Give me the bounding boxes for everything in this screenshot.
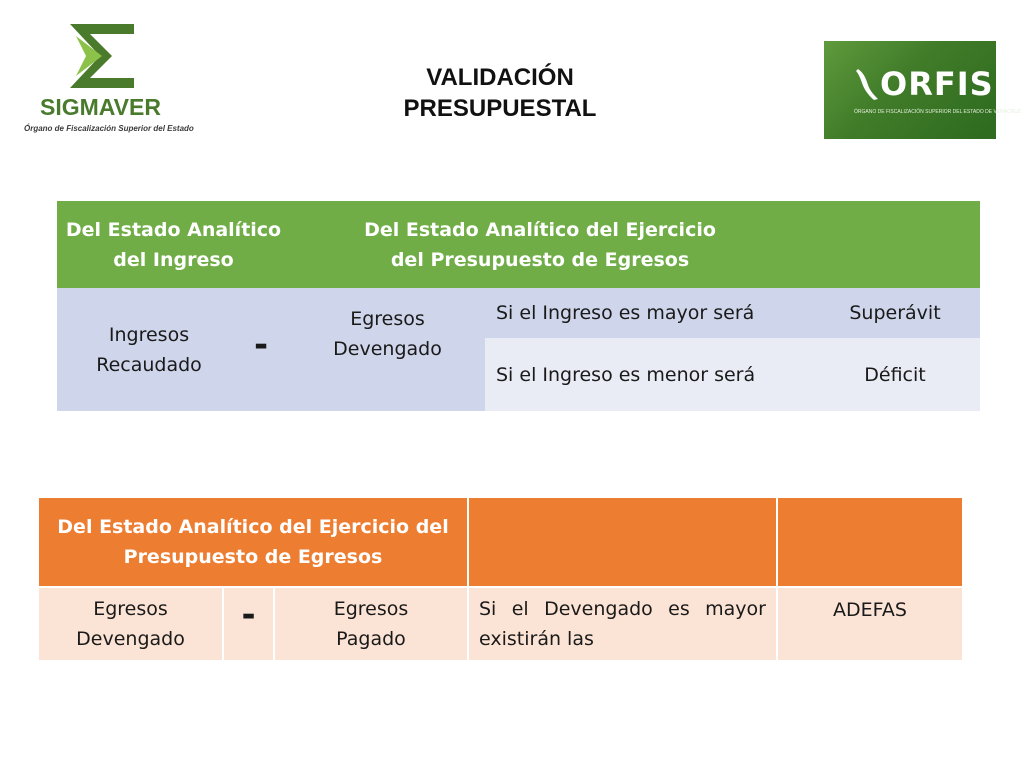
table2-condition-cell [469, 588, 776, 660]
orfis-logo [824, 41, 1021, 139]
table2-minus-operator: - [241, 595, 256, 635]
org-name: SIGMAVER [40, 94, 161, 120]
title-line-1: VALIDACIÓN [426, 64, 574, 91]
veracruz-map-icon [854, 67, 880, 101]
payables-validation-table [39, 498, 962, 660]
table2-header-blank-2 [778, 498, 962, 586]
table2-devengado-cell: Egresos Devengado [39, 588, 222, 660]
orfis-logo-text: ORFIS [880, 65, 994, 103]
org-subtitle: Órgano de Fiscalización Superior del Estado [24, 124, 194, 133]
table1-income-cell [57, 288, 290, 411]
table1-expenditure-label: Egresos Devengado [333, 308, 442, 360]
table1-condition-2: Si el Ingreso es menor será [485, 338, 810, 411]
table1-header-expenditure [290, 201, 980, 288]
table1-expenditure-cell [290, 288, 485, 411]
table1-result-2: Déficit [810, 338, 980, 411]
table2-result-cell [778, 588, 962, 660]
table1-income-label: Ingresos Recaudado [96, 323, 202, 376]
table2-result: ADEFAS [833, 599, 907, 621]
table2-pagado-cell: Egresos Pagado [275, 588, 467, 660]
table1-minus-operator: - [254, 324, 269, 365]
table2-header-blank-1 [469, 498, 776, 586]
sigmaver-logo-icon [62, 22, 142, 92]
table1-result-1: Superávit [810, 288, 980, 338]
page-title [360, 62, 640, 124]
table2-condition: Si el Devengado es mayor existirán las [479, 598, 766, 650]
title-line-2: PRESUPUESTAL [403, 95, 597, 122]
table2-minus-cell [224, 588, 273, 660]
income-validation-table [57, 201, 980, 411]
table1-header-expenditure-text: Del Estado Analítico del Ejercicio del Presupuesto de Egresos [364, 218, 716, 271]
table1-condition-1: Si el Ingreso es mayor será [485, 288, 810, 338]
table2-header-expenditure: Del Estado Analítico del Ejercicio del Presupuesto de Egresos [39, 498, 467, 586]
table1-header-income: Del Estado Analítico del Ingreso [57, 201, 290, 288]
orfis-logo-caption: ÓRGANO DE FISCALIZACIÓN SUPERIOR DEL ESTADO DE VERACRUZ [854, 109, 1021, 115]
